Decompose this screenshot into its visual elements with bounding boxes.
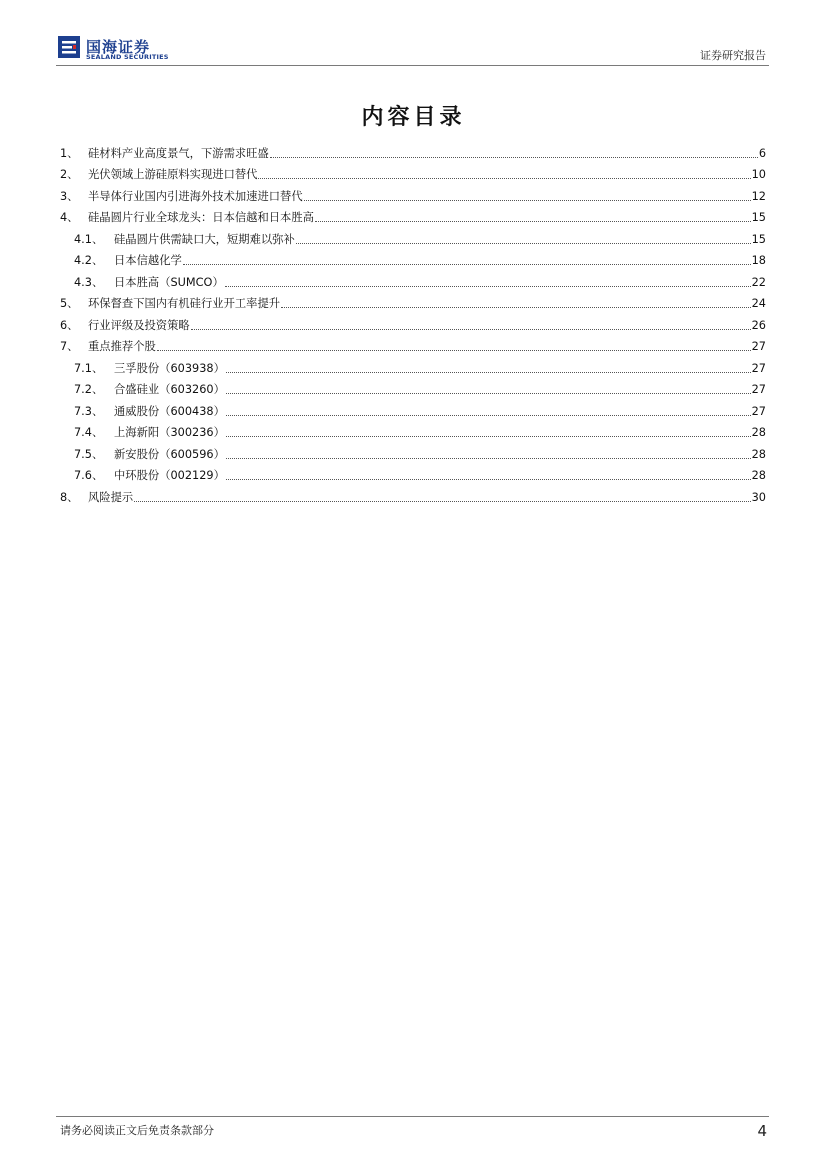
toc-entry-page: 28 [751,426,766,439]
toc-entry[interactable] [60,246,766,268]
toc-entry-page: 18 [751,254,766,267]
toc-dot-leader [191,329,751,330]
toc-entry-number: 7.1、 [74,361,104,375]
toc-dot-leader [315,221,751,222]
toc-entry-number: 3、 [60,189,79,203]
toc-entry-page: 24 [751,297,766,310]
toc-entry-title: 新安股份（600596） [114,447,225,461]
toc-dot-leader [258,178,750,179]
toc-entry-page: 27 [751,383,766,396]
toc-entry-title: 重点推荐个股 [88,340,156,353]
toc-entry-page: 27 [751,361,766,375]
toc-entry-number: 7.6、 [74,469,104,482]
toc-entry-number: 8、 [60,490,79,504]
toc-dot-leader [183,264,751,265]
toc-entry-page: 28 [751,469,766,482]
toc-entry-title: 三孚股份（603938） [114,361,225,375]
toc-entry-title: 硅材料产业高度景气，下游需求旺盛 [88,146,269,160]
toc-entry-title: 日本信越化学 [114,254,182,267]
toc-entry[interactable] [60,396,766,418]
toc-entry-page: 27 [751,340,766,353]
table-of-contents [60,138,766,504]
logo-chinese-name: 国海证券 [86,38,151,56]
toc-dot-leader [270,157,758,158]
toc-entry-number: 7.3、 [74,404,104,418]
toc-entry[interactable] [60,138,766,160]
toc-entry-page: 12 [751,189,766,203]
toc-dot-leader [296,243,751,244]
toc-dot-leader [134,501,750,502]
toc-entry-number: 4.2、 [74,254,104,267]
toc-entry-title: 风险提示 [88,490,134,504]
toc-entry[interactable] [60,203,766,225]
toc-entry[interactable] [60,224,766,246]
toc-entry-title: 光伏领域上游硅原料实现进口替代 [88,168,258,181]
toc-entry[interactable] [60,353,766,375]
toc-entry-page: 15 [751,232,766,246]
toc-entry-title: 中环股份（002129） [114,469,225,482]
toc-entry-number: 7、 [60,340,79,353]
toc-entry[interactable] [60,482,766,504]
toc-entry[interactable] [60,439,766,461]
toc-dot-leader [304,200,751,201]
toc-entry[interactable] [60,310,766,332]
toc-entry-title: 通威股份（600438） [114,404,225,418]
toc-entry-page: 6 [758,146,766,160]
toc-entry[interactable] [60,289,766,311]
report-type-label: 证券研究报告 [700,49,766,62]
toc-entry-page: 10 [751,168,766,181]
page-header [56,32,768,64]
toc-entry-number: 7.4、 [74,426,104,439]
toc-entry-number: 5、 [60,297,79,310]
toc-entry-page: 22 [751,275,766,289]
toc-entry[interactable] [60,461,766,483]
toc-entry-title: 合盛硅业（603260） [114,383,225,396]
page-number: 4 [757,1122,767,1140]
footer-divider [56,1116,769,1117]
toc-dot-leader [225,286,751,287]
toc-entry-title: 硅晶圆片行业全球龙头：日本信越和日本胜高 [88,211,314,224]
toc-dot-leader [226,436,751,437]
toc-entry-title: 行业评级及投资策略 [88,318,190,332]
toc-entry[interactable] [60,181,766,203]
toc-entry-title: 日本胜高（SUMCO） [114,275,224,289]
toc-entry-page: 26 [751,318,766,332]
toc-entry-page: 30 [751,490,766,504]
toc-entry-number: 4.3、 [74,275,104,289]
toc-entry[interactable] [60,267,766,289]
toc-dot-leader [281,307,751,308]
toc-entry[interactable] [60,375,766,397]
toc-entry-number: 6、 [60,318,79,332]
toc-entry-number: 4、 [60,211,79,224]
toc-entry-number: 7.5、 [74,447,104,461]
toc-entry-title: 环保督查下国内有机硅行业开工率提升 [88,297,281,310]
toc-entry-number: 1、 [60,146,79,160]
toc-entry-number: 2、 [60,168,79,181]
toc-dot-leader [226,415,751,416]
toc-dot-leader [157,350,751,351]
toc-entry-title: 半导体行业国内引进海外技术加速进口替代 [88,189,303,203]
logo-english-name: SEALAND SECURITIES [86,53,169,61]
toc-entry-number: 7.2、 [74,383,104,396]
toc-entry-title: 硅晶圆片供需缺口大，短期难以弥补 [114,232,295,246]
toc-entry-number: 4.1、 [74,232,104,246]
sealand-logo-icon [58,36,80,58]
footer-disclaimer: 请务必阅读正文后免责条款部分 [60,1124,214,1137]
toc-entry-page: 15 [751,211,766,224]
toc-entry[interactable] [60,160,766,182]
toc-entry-title: 上海新阳（300236） [114,426,225,439]
toc-entry-page: 27 [751,404,766,418]
toc-entry-page: 28 [751,447,766,461]
toc-entry[interactable] [60,418,766,440]
toc-dot-leader [226,479,751,480]
toc-entry[interactable] [60,332,766,354]
header-divider [56,65,769,66]
toc-dot-leader [226,458,751,459]
toc-dot-leader [226,393,751,394]
page-title: 内容目录 [361,105,466,130]
toc-dot-leader [226,372,751,373]
